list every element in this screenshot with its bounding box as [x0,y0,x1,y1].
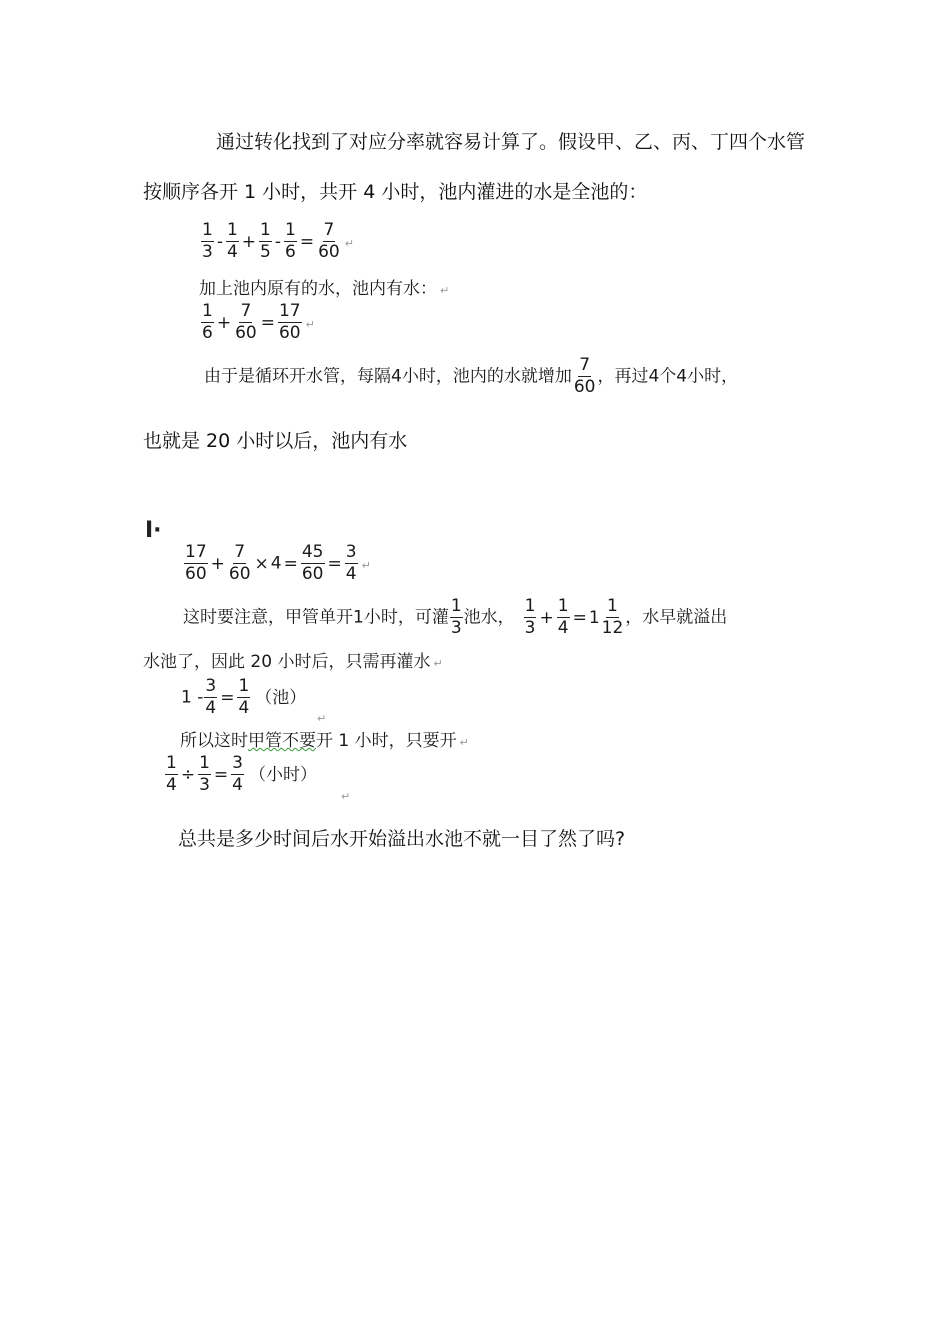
fraction: $\frac{7}{60}$ [235,301,257,343]
fraction-result: $\frac{3}{4}$ [232,753,243,795]
fraction: $\frac{45}{60}$ [301,542,324,584]
fraction: $\frac{1}{5}$ [260,220,271,262]
fraction: $\frac{1}{3}$ [199,753,210,795]
line-cycle: 由于是循环开水管，每隔4小时，池内的水就增加 $\frac{7}{60}$ ，再过4个4小时， [204,355,739,397]
equation-sum-of-four: $\frac{1}{3}$ - $\frac{1}{4}$ + $\frac{1}{5}$ - $\frac{1}{6}$ = $\frac{7}{60}$ ↵ [202,220,354,262]
equation-remaining-water: 1 - $\frac{3}{4}$ = $\frac{1}{4}$ （池） [181,676,307,718]
mixed-number: 1 $\frac{1}{12}$ [588,596,624,638]
fraction-result: $\frac{3}{4}$ [345,542,357,584]
return-mark: ↵ [341,790,351,803]
fraction-result: $\frac{1}{4}$ [238,676,250,718]
equation-after-20-hours: $\frac{17}{60}$ + $\frac{7}{60}$ × 4 = $\frac{45}{60}$ = $\frac{3}{4}$ ↵ [185,542,371,584]
return-mark: ↵ [440,284,450,297]
return-mark: ↵ [361,558,371,572]
return-mark: ↵ [305,317,315,331]
fraction: $\frac{1}{6}$ [202,301,213,343]
fraction: $\frac{17}{60}$ [185,542,207,584]
fraction: $\frac{1}{3}$ [524,596,536,638]
line-so-pipe-a: 所以这时甲管不要开 1 小时，只要开 ↵ [180,731,469,751]
fraction: $\frac{7}{60}$ [573,355,596,397]
line-after-20-hours: 也就是 20 小时以后，池内有水 [143,430,408,452]
fraction: $\frac{1}{4}$ [226,220,238,262]
return-mark: ↵ [317,712,327,725]
paragraph-line-1: 通过转化找到了对应分率就容易计算了。假设甲、乙、丙、丁四个水管 [216,131,806,153]
return-mark: ↵ [344,236,354,250]
return-mark: ↵ [433,657,443,670]
fraction: $\frac{1}{4}$ [557,596,569,638]
return-mark: ↵ [459,736,469,749]
fraction: $\frac{3}{4}$ [205,676,217,718]
fraction: $\frac{1}{3}$ [450,596,462,638]
equation-time-needed: $\frac{1}{4}$ ÷ $\frac{1}{3}$ = $\frac{3}{4}$ （小时） [166,753,317,795]
line-overflow: 水池了，因此 20 小时后，只需再灌水 ↵ [143,652,443,672]
line-note-pipe-a: 这时要注意，甲管单开1小时，可灌 $\frac{1}{3}$ 池水， $\frac{1}{3}$ + $\frac{1}{4}$ = 1 $\frac{1}{12}$ ，水早就溢出 [183,596,728,638]
closing-question: 总共是多少时间后水开始溢出水池不就一目了然了吗? [178,828,626,850]
equation-initial-plus-cycle: $\frac{1}{6}$ + $\frac{7}{60}$ = $\frac{17}{60}$ ↵ [202,301,315,343]
fraction-result: $\frac{7}{60}$ [318,220,340,262]
fraction: $\frac{1}{6}$ [285,220,296,262]
fraction: $\frac{1}{3}$ [202,220,213,262]
fraction-result: $\frac{17}{60}$ [278,301,301,343]
text-cursor-mark: I· [145,518,162,543]
fraction: $\frac{1}{4}$ [166,753,177,795]
paragraph-line-2: 按顺序各开 1 小时，共开 4 小时，池内灌进的水是全池的： [143,181,648,203]
line-add-existing-water: 加上池内原有的水，池内有水： ↵ [199,279,450,299]
fraction: $\frac{7}{60}$ [228,542,251,584]
